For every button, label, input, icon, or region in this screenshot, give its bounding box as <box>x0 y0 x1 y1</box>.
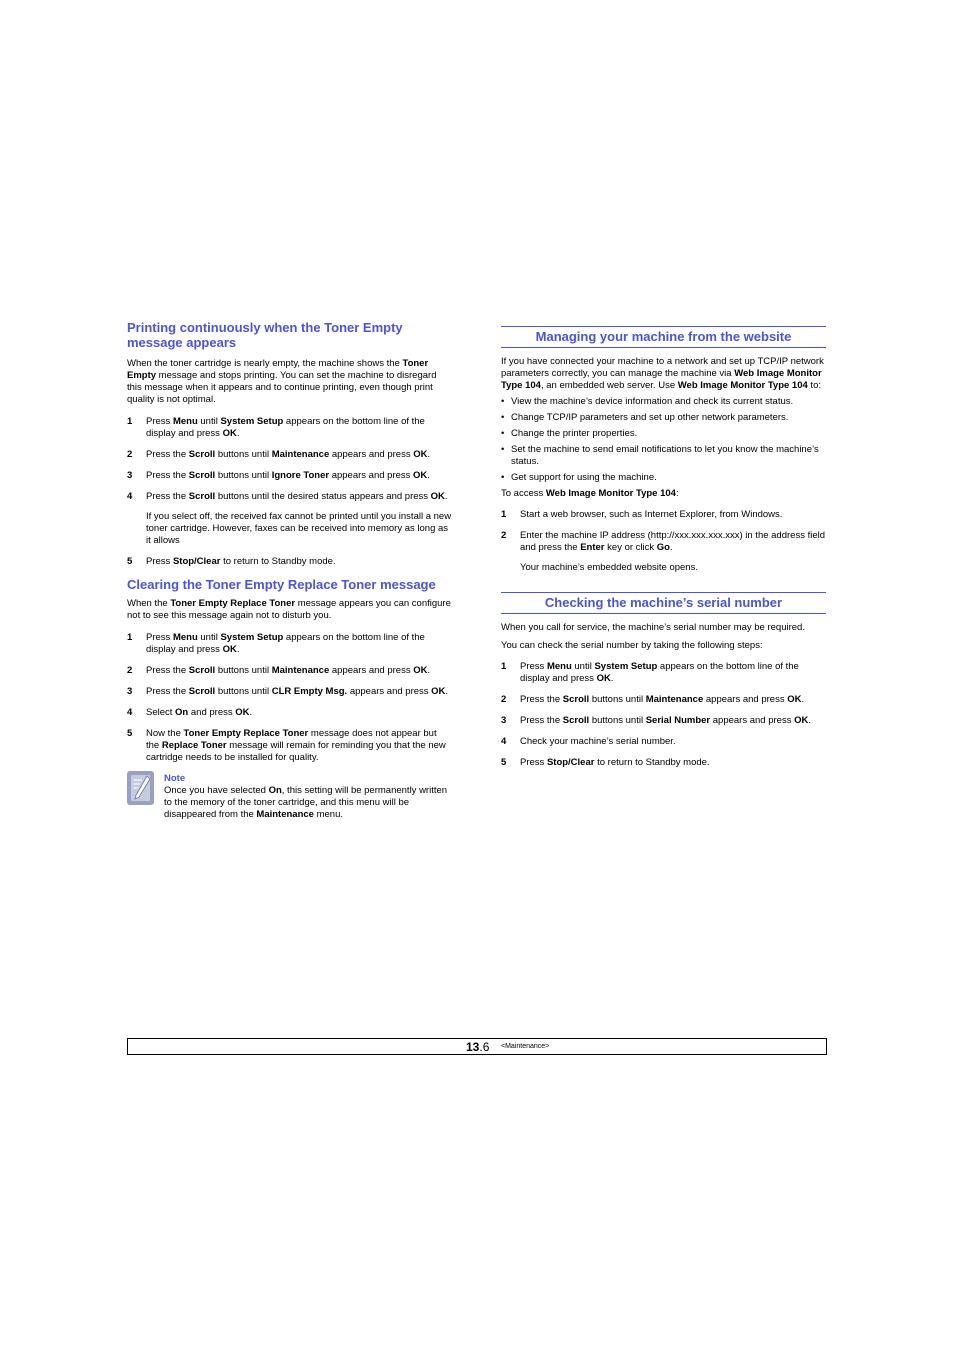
page-footer <box>127 1038 827 1055</box>
step-text: Press the Scroll buttons until the desired status appears and press OK. <box>146 491 448 502</box>
list-item <box>501 736 826 748</box>
step-number: 4 <box>127 707 133 718</box>
steps-list <box>501 509 826 574</box>
step-text: Start a web browser, such as Internet Explorer, from Windows. <box>520 509 783 520</box>
bullet-item <box>501 396 826 408</box>
chapter-number: 13 <box>466 1040 480 1054</box>
step-text: Press the Scroll buttons until Maintenance appears and press OK. <box>146 449 431 460</box>
section-title-serial: Checking the machine’s serial number <box>501 592 826 614</box>
page-suffix: .6 <box>479 1040 490 1054</box>
list-item <box>127 449 452 461</box>
list-item <box>501 509 826 521</box>
bullet-text: View the machine’s device information and check its current status. <box>511 396 794 407</box>
step-number: 3 <box>127 686 133 697</box>
list-item <box>501 715 826 727</box>
step-number: 5 <box>501 757 507 768</box>
list-item <box>501 757 826 769</box>
section-title-toner-empty: Printing continuously when the Toner Empty message appears <box>127 320 403 350</box>
step-text: Select On and press OK. <box>146 707 253 718</box>
bullet-icon: • <box>501 428 505 439</box>
steps-list <box>127 416 452 568</box>
bullet-item <box>501 472 826 484</box>
step-text: Press the Scroll buttons until Maintenance appears and press OK. <box>146 665 431 676</box>
bullet-icon: • <box>501 444 505 455</box>
step-number: 2 <box>127 665 133 676</box>
step-text: Press the Scroll buttons until Serial Number appears and press OK. <box>520 715 811 726</box>
step-number: 2 <box>501 694 507 705</box>
step-text: Check your machine’s serial number. <box>520 736 676 747</box>
bullet-text: Change TCP/IP parameters and set up other network parameters. <box>511 412 789 423</box>
left-column <box>127 320 452 821</box>
step-number: 5 <box>127 728 133 739</box>
step-number: 5 <box>127 556 133 567</box>
step-number: 2 <box>501 530 507 541</box>
note-title: Note <box>164 773 186 784</box>
bullet-icon: • <box>501 412 505 423</box>
step-number: 4 <box>501 736 507 747</box>
list-item <box>501 661 826 685</box>
step-text: Press Stop/Clear to return to Standby mode. <box>520 757 710 768</box>
list-item <box>127 728 452 764</box>
step-note: Your machine’s embedded website opens. <box>520 562 698 573</box>
bullet-icon: • <box>501 396 505 407</box>
right-column <box>501 326 826 778</box>
step-note: If you select off, the received fax cannot be printed until you install a new toner cartridge. However, faxes can be received into memory as long as it allows <box>146 511 452 546</box>
list-item <box>501 694 826 706</box>
list-item <box>127 470 452 482</box>
access-text: To access Web Image Monitor Type 104: <box>501 488 679 499</box>
step-text: Press Menu until System Setup appears on the bottom line of the display and press OK. <box>146 416 425 439</box>
list-item <box>127 707 452 719</box>
section-title-website: Managing your machine from the website <box>501 326 826 348</box>
list-item <box>127 686 452 698</box>
section-intro: When the Toner Empty Replace Toner message appears you can configure not to see this message again not to disturb you. <box>127 598 451 621</box>
list-item <box>127 632 452 656</box>
section-title-clear-message: Clearing the Toner Empty Replace Toner message <box>127 577 436 592</box>
step-text: Press the Scroll buttons until CLR Empty Msg. appears and press OK. <box>146 686 449 697</box>
step-number: 4 <box>127 491 133 502</box>
step-number: 3 <box>127 470 133 481</box>
section-intro: When the toner cartridge is nearly empty, the machine shows the Toner Empty message and stops printing. You can set the machine to disregard this message when it appears and to continue printing, even though print quality is not optimal. <box>127 358 437 405</box>
step-number: 1 <box>127 416 133 427</box>
bullet-item <box>501 412 826 424</box>
list-item <box>127 416 452 440</box>
step-text: Press the Scroll buttons until Maintenance appears and press OK. <box>520 694 805 705</box>
note-box <box>127 773 452 821</box>
step-text: Press Menu until System Setup appears on the bottom line of the display and press OK. <box>146 632 425 655</box>
step-number: 1 <box>501 509 507 520</box>
list-item <box>127 665 452 677</box>
section-intro: If you have connected your machine to a network and set up TCP/IP network parameters correctly, you can manage the machine via Web Image Monitor Type 104, an embedded web server. Use Web Image Monitor Type 104 to: <box>501 356 824 391</box>
section-text: When you call for service, the machine’s serial number may be required. <box>501 622 805 633</box>
note-text: Once you have selected On, this setting will be permanently written to the memory of the toner cartridge, and this menu will be disappeared from the Maintenance menu. <box>164 785 448 820</box>
step-number: 2 <box>127 449 133 460</box>
step-number: 1 <box>501 661 507 672</box>
step-text: Press the Scroll buttons until Ignore Toner appears and press OK. <box>146 470 430 481</box>
step-text: Press Stop/Clear to return to Standby mode. <box>146 556 336 567</box>
steps-list <box>501 661 826 769</box>
list-item <box>501 530 826 554</box>
list-item <box>127 491 452 503</box>
feature-list <box>501 396 826 484</box>
bullet-icon: • <box>501 472 505 483</box>
list-item <box>127 556 452 568</box>
note-pencil-icon <box>127 771 154 805</box>
page-number <box>466 1040 489 1054</box>
step-number: 1 <box>127 632 133 643</box>
bullet-text: Change the printer properties. <box>511 428 638 439</box>
bullet-text: Set the machine to send email notifications to let you know the machine’s status. <box>511 444 819 467</box>
step-text: Now the Toner Empty Replace Toner message does not appear but the Replace Toner message will remain for reminding you that the new cartridge needs to be installed for quality. <box>146 728 446 763</box>
step-text: Press Menu until System Setup appears on the bottom line of the display and press OK. <box>520 661 799 684</box>
step-text: Enter the machine IP address (http://xxx.xxx.xxx.xxx) in the address field and press the Enter key or click Go. <box>520 530 826 553</box>
step-number: 3 <box>501 715 507 726</box>
bullet-item <box>501 428 826 440</box>
steps-list <box>127 632 452 764</box>
section-text: You can check the serial number by taking the following steps: <box>501 640 763 651</box>
bullet-text: Get support for using the machine. <box>511 472 657 483</box>
section-name: <Maintenance> <box>501 1043 550 1050</box>
bullet-item <box>501 444 826 468</box>
